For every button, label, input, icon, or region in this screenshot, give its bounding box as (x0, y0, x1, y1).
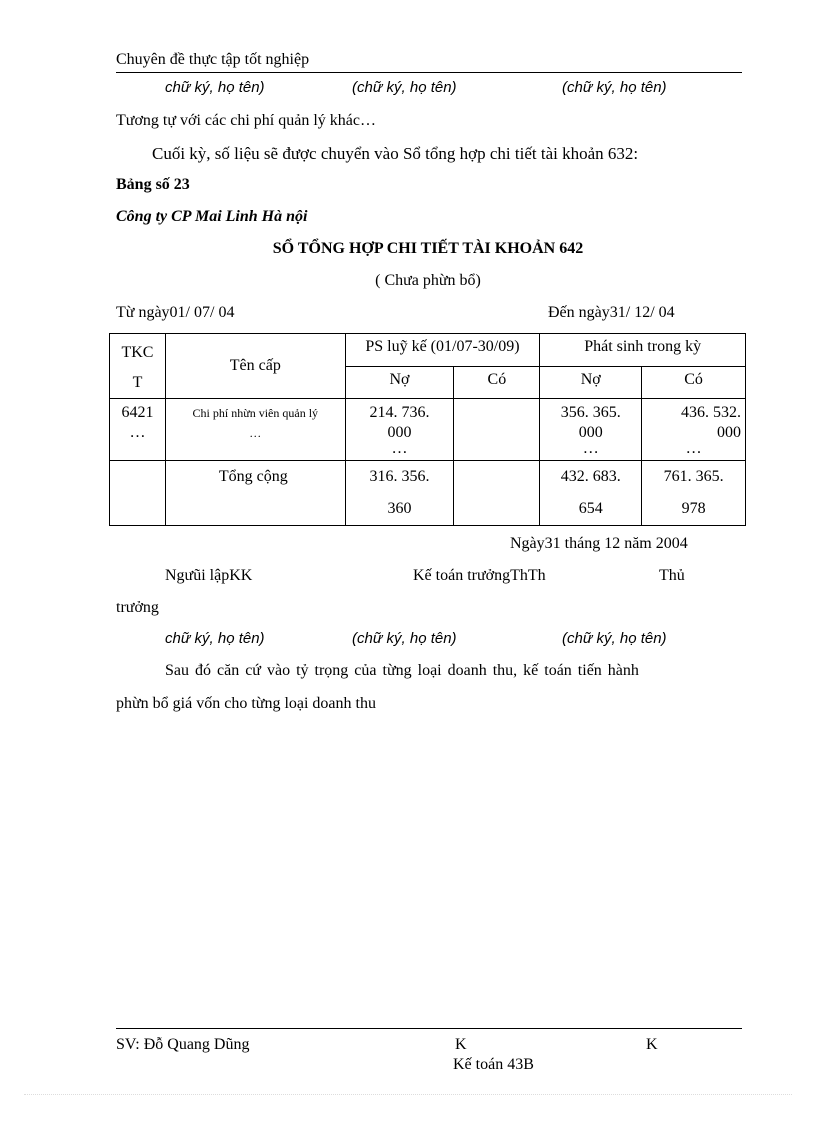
header-ps-co: Có (642, 367, 746, 399)
total-ps-co: 761. 365. 978 (642, 461, 746, 526)
signer-head-cont: trưởng (116, 599, 159, 616)
company-name: Công ty CP Mai Linh Hà nội (116, 208, 308, 225)
footer-k1: K (455, 1036, 467, 1053)
total-luy-co (454, 461, 540, 526)
header-luy-no: Nợ (345, 367, 454, 399)
total-label: Tổng cộng (165, 461, 345, 526)
bottom-signature-2: (chữ ký, họ tên) (352, 630, 457, 647)
signer-preparer: Ngưũi lậpKK (165, 567, 253, 584)
date-line: Ngày31 tháng 12 năm 2004 (510, 535, 688, 552)
top-signature-1: chữ ký, họ tên) (165, 79, 265, 96)
paragraph-3-line-2: phừn bổ giá vốn cho từng loại doanh thu (116, 695, 376, 712)
footer-divider (116, 1028, 742, 1029)
header-phat-sinh: Phát sinh trong kỳ (540, 334, 746, 367)
paragraph-3-line-1: Sau đó căn cứ vào tỷ trọng của từng loại doanh thu, kế toán tiến hành (165, 662, 639, 679)
paragraph-2: Cuối kỳ, số liệu sẽ được chuyển vào Sổ tổng hợp chi tiết tài khoản 632: (152, 144, 639, 163)
header-title: Chuyên đề thực tập tốt nghiệp (116, 51, 310, 68)
paragraph-1: Tương tự với các chi phí quản lý khác… (116, 112, 376, 129)
footer-student: SV: Đỗ Quang Dũng (116, 1036, 250, 1053)
ledger-table (109, 333, 746, 526)
footer-k2: K (646, 1036, 658, 1053)
row1-code: 6421 … (110, 399, 166, 461)
table-label: Bảng số 23 (116, 176, 190, 193)
signer-chief-accountant: Kế toán trưởngThTh (413, 567, 546, 584)
row1-luy-no: 214. 736. 000 … (345, 399, 454, 461)
ledger-subtitle: ( Chưa phừn bổ) (375, 272, 481, 289)
footer-class: Kế toán 43B (453, 1056, 534, 1073)
date-to: Đến ngày31/ 12/ 04 (548, 304, 675, 321)
header-name: Tên cấp (165, 334, 345, 399)
total-code (110, 461, 166, 526)
header-tkct: TKC T (110, 334, 166, 399)
top-signature-2: (chữ ký, họ tên) (352, 79, 457, 96)
ledger-title: SỔ TỔNG HỢP CHI TIẾT TÀI KHOẢN 642 (272, 240, 584, 257)
signer-head: Thủ (659, 567, 685, 584)
row1-name: Chi phí nhừn viên quản lý … (165, 399, 345, 461)
table-row (110, 399, 746, 461)
row1-luy-co (454, 399, 540, 461)
header-ps-luy-ke: PS luỹ kế (01/07-30/09) (345, 334, 540, 367)
total-luy-no: 316. 356. 360 (345, 461, 454, 526)
table-row-total (110, 461, 746, 526)
page-edge (24, 1094, 792, 1095)
date-from: Từ ngày01/ 07/ 04 (116, 304, 235, 321)
bottom-signature-1: chữ ký, họ tên) (165, 630, 265, 647)
total-ps-no: 432. 683. 654 (540, 461, 642, 526)
top-signature-3: (chữ ký, họ tên) (562, 79, 667, 96)
bottom-signature-3: (chữ ký, họ tên) (562, 630, 667, 647)
header-divider (116, 72, 742, 73)
row1-ps-no: 356. 365. 000 … (540, 399, 642, 461)
row1-ps-co: 436. 532. 000 … (642, 399, 746, 461)
header-ps-no: Nợ (540, 367, 642, 399)
header-luy-co: Có (454, 367, 540, 399)
